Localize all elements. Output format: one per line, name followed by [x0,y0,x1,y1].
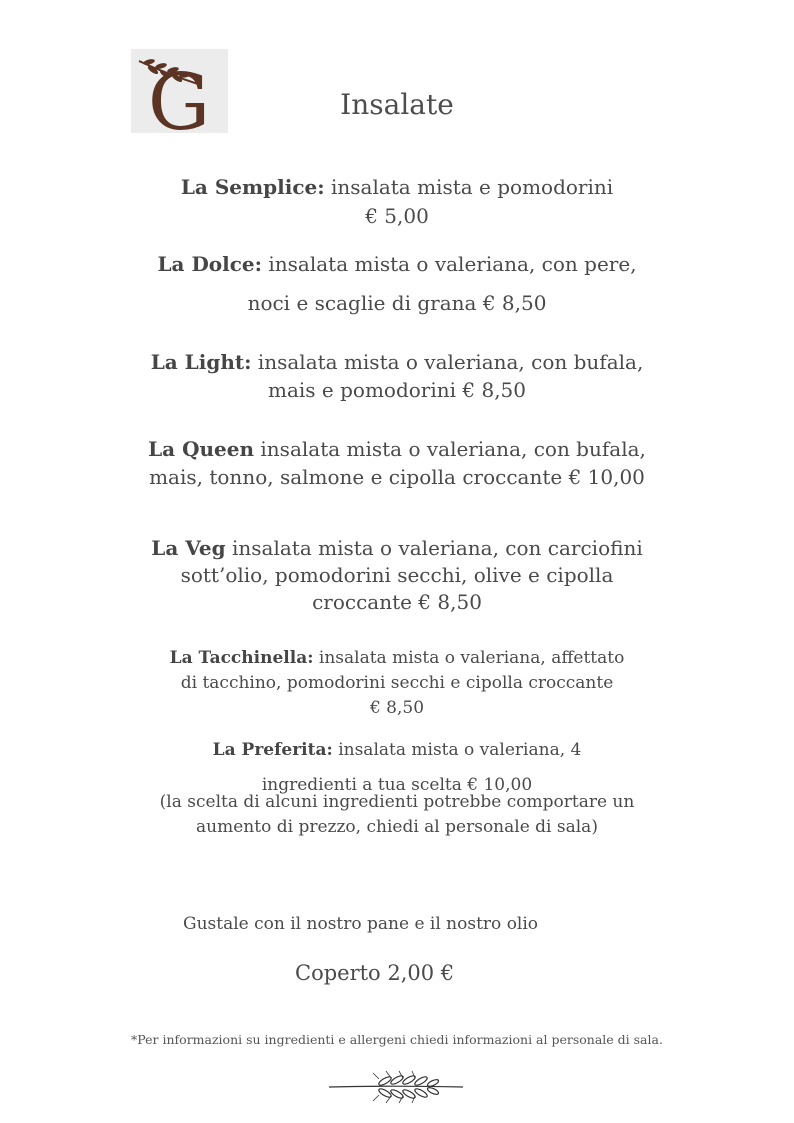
menu-item-la-semplice [0,175,794,199]
dish-price: croccante € 8,50 [312,590,482,614]
dish-description: insalata mista o valeriana, con carciofini [225,536,643,560]
menu-item-la-tacchinella [0,648,794,668]
dish-description: insalata mista o valeriana, con pere, [262,252,637,276]
dish-name: La Veg [151,536,226,560]
menu-item-la-preferita [0,740,794,760]
menu-item-la-queen [0,437,794,461]
dish-name: La Light: [150,350,252,374]
dish-description: insalata mista o valeriana, con bufala, [251,350,644,374]
menu-item-la-dolce [0,252,794,276]
dish-description: insalata mista o valeriana, affettato [313,648,625,668]
dish-price: € 8,50 [369,698,425,718]
dish-description-cont: sott’olio, pomodorini secchi, olive e cipolla [180,563,614,587]
dish-name: La Preferita: [212,740,333,760]
page-title: Insalate [340,88,454,121]
bread-note: Gustale con il nostro pane e il nostro olio [183,914,539,934]
cover-charge: Coperto 2,00 € [295,961,455,985]
dish-description: insalata mista o valeriana, con bufala, [254,437,646,461]
dish-note-cont: aumento di prezzo, chiedi al personale di sala) [196,817,598,837]
allergen-note: *Per informazioni su ingredienti e allergeni chiedi informazioni al personale di sala. [131,1032,663,1047]
dish-description-cont: di tacchino, pomodorini secchi e cipolla croccante [180,673,614,693]
logo-letter: G [147,58,211,133]
dish-name: La Tacchinella: [169,648,314,668]
dish-description-cont: mais e pomodorini € 8,50 [268,378,526,402]
menu-item-la-light [0,350,794,374]
menu-item-la-veg [0,536,794,560]
dish-description: insalata mista o valeriana, 4 [332,740,582,760]
wheat-ornament-icon [329,1069,465,1105]
dish-name: La Queen [148,437,255,461]
dish-name: La Semplice: [180,175,325,199]
dish-price: € 5,00 [365,204,429,228]
dish-description-cont: mais, tonno, salmone e cipolla croccante € 10,00 [149,465,645,489]
dish-description-cont: noci e scaglie di grana € 8,50 [247,291,547,315]
dish-description-cont: ingredienti a tua scelta € 10,00 [261,775,533,795]
dish-name: La Dolce: [157,252,263,276]
dish-note: (la scelta di alcuni ingredienti potrebbe comportare un [159,792,635,812]
dish-description: insalata mista e pomodorini [324,175,614,199]
